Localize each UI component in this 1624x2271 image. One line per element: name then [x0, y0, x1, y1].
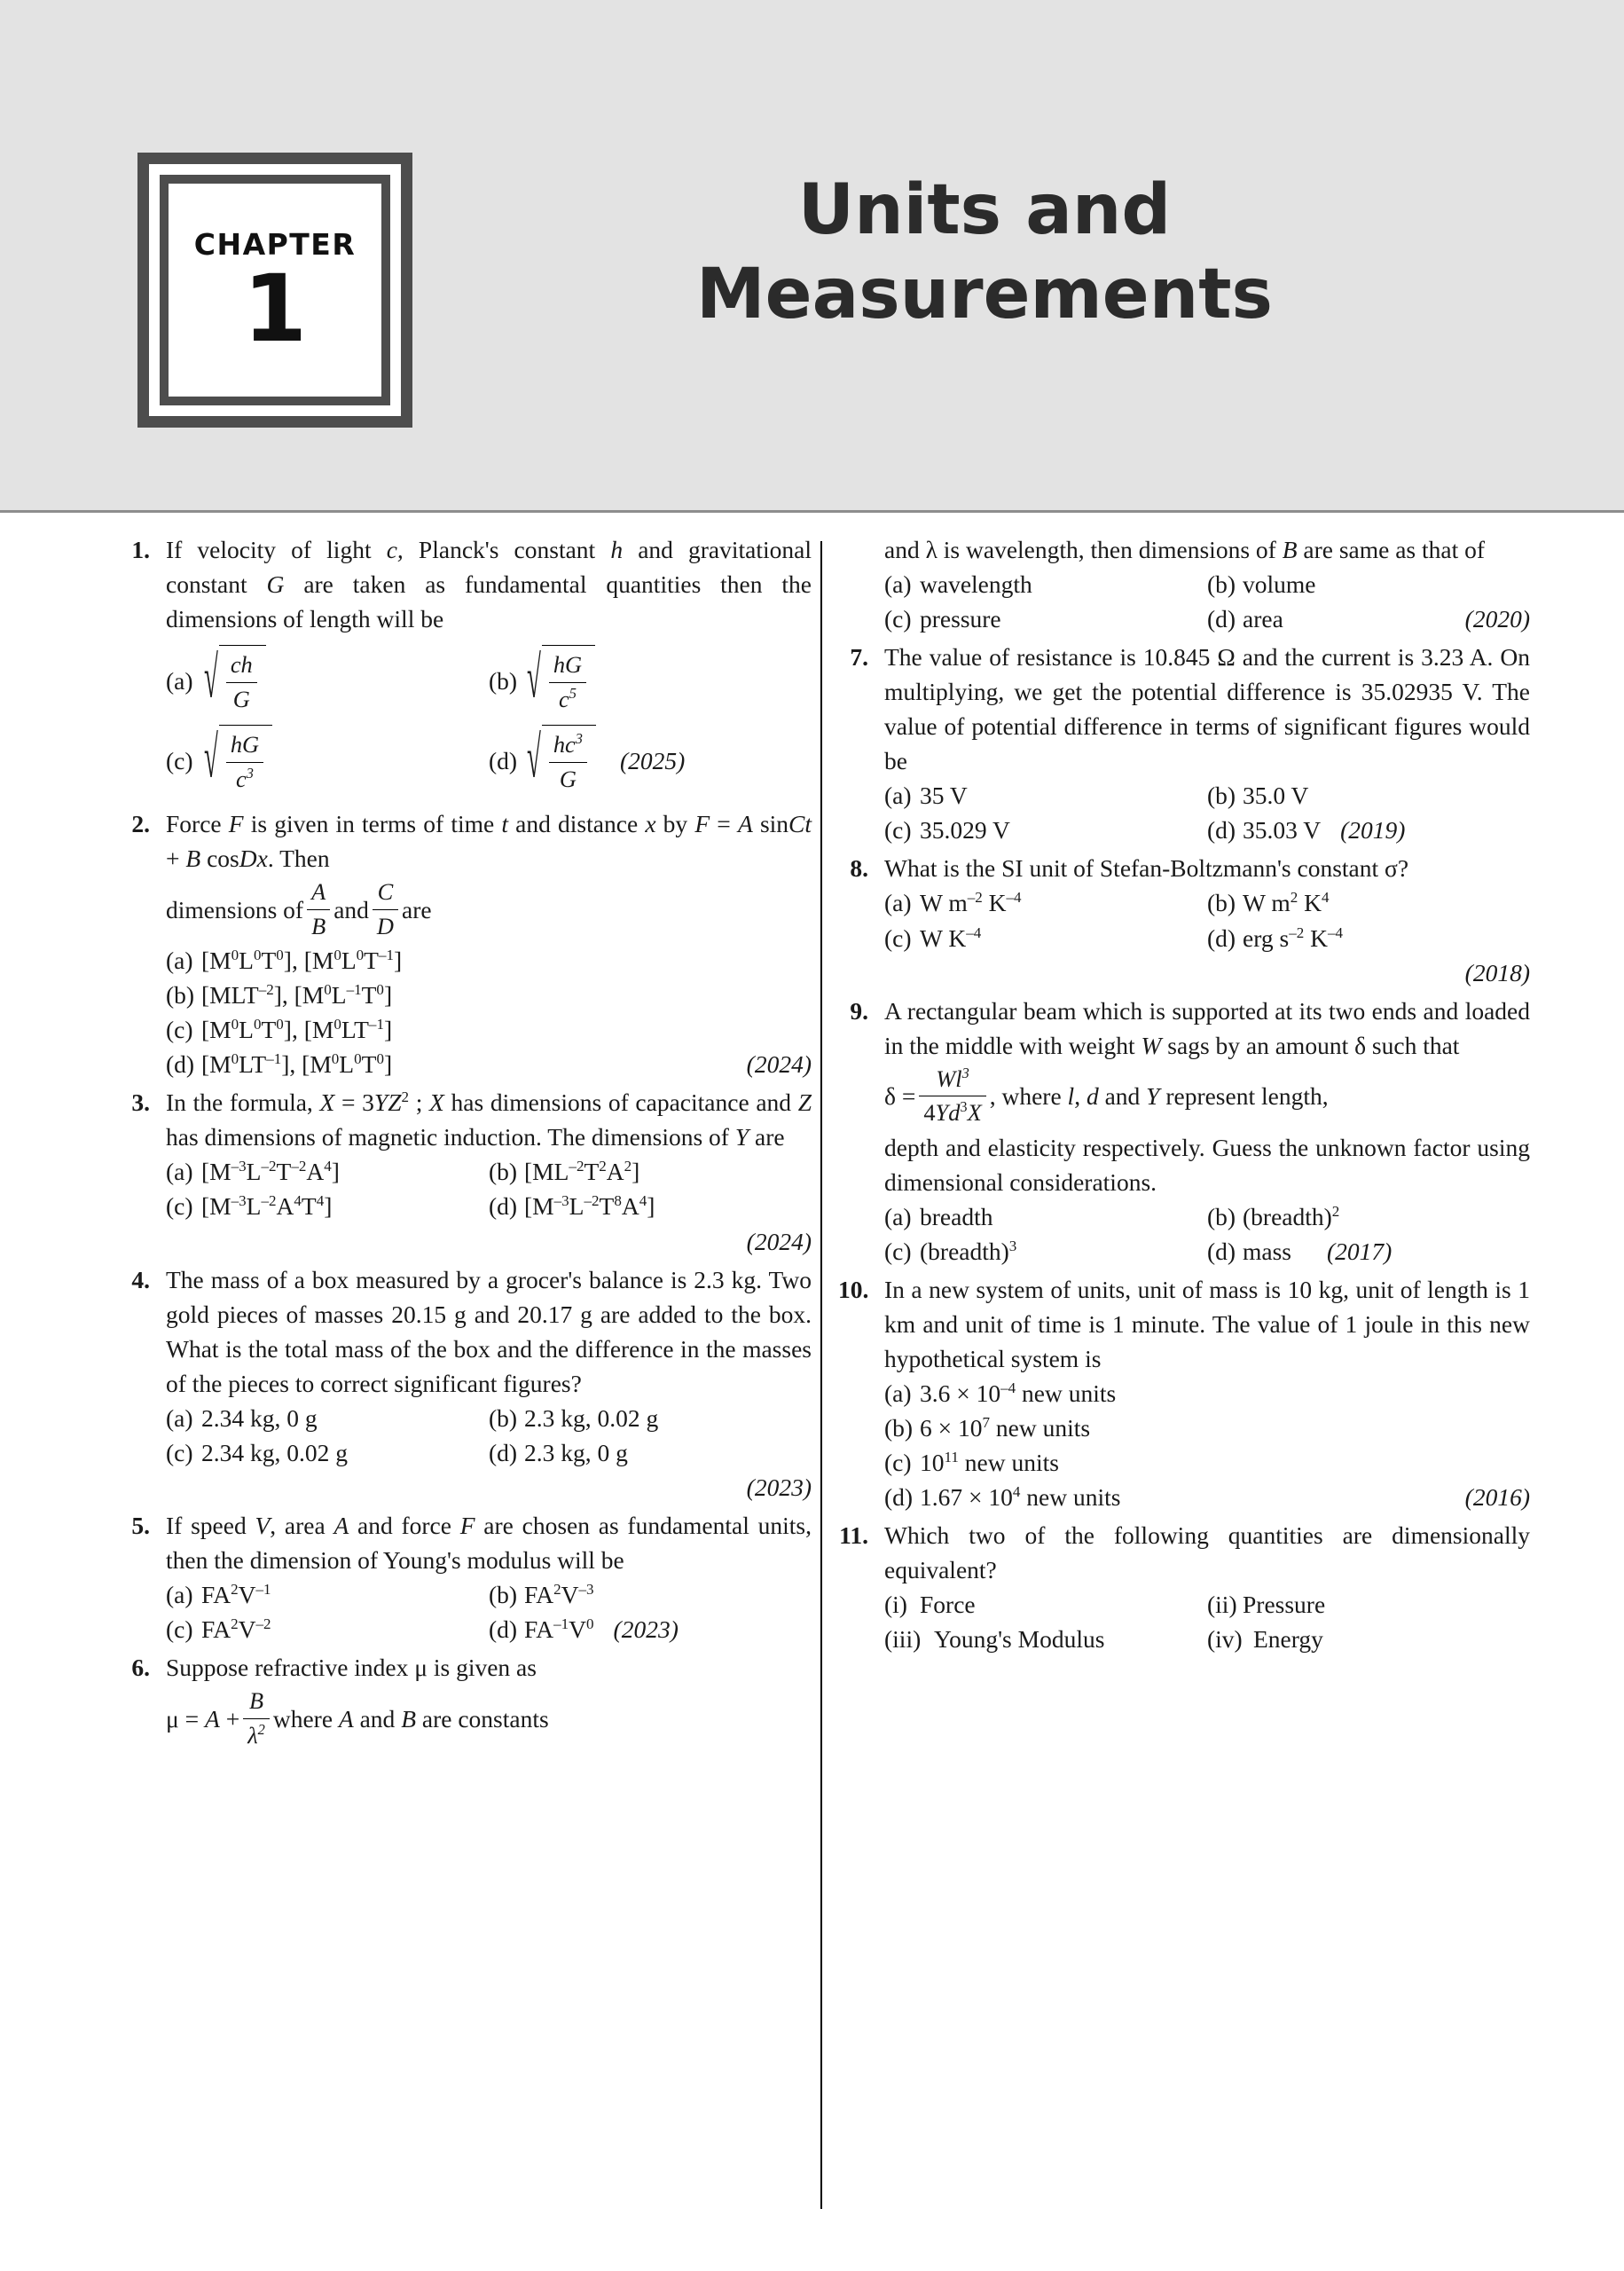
option-text: W $m^{-2}$ $K^{-4}$: [920, 889, 1022, 917]
option-i[interactable]: (i) Force: [884, 1587, 1207, 1622]
option-text: 2.34 kg, 0.02 g: [201, 1438, 348, 1466]
option-text: wavelength: [920, 570, 1032, 599]
chapter-label: CHAPTER: [193, 227, 357, 263]
option-d[interactable]: (d) erg $s^{-2}$ $K^{-4}$: [1207, 921, 1530, 955]
question-content: [0, 532, 1624, 2244]
question-3-options: [166, 1154, 812, 1223]
option-text: 35.029 V: [920, 816, 1010, 845]
question-2-formula: dimensions of $\frac{A}{B}$ and $\frac{C}{D}$ are: [166, 876, 812, 943]
chapter-badge: [137, 153, 412, 428]
question-number: 8.: [850, 854, 868, 883]
year-tag: (2017): [1327, 1237, 1393, 1265]
option-text: volume: [1243, 570, 1316, 599]
question-number: 1.: [131, 536, 150, 563]
option-text: $[M^0L^0T^0]$, $[M^0L^0T^{-1}]$: [201, 946, 403, 975]
question-2-options: [166, 943, 812, 1081]
option-b[interactable]: (b) $[ML^{-2}T^2A^2]$: [489, 1154, 812, 1189]
option-b[interactable]: (b) 2.3 kg, 0.02 g: [489, 1401, 812, 1435]
question-10: [838, 1272, 1530, 1514]
option-text: 2.34 kg, 0 g: [201, 1403, 318, 1432]
option-text: $3.6 \times 10^{-4}$ new units: [920, 1379, 1117, 1407]
option-text: area: [1243, 605, 1283, 633]
option-c[interactable]: (c) 2.34 kg, 0.02 g: [166, 1435, 489, 1470]
option-text: W $K^{-4}$: [920, 923, 982, 952]
question-text: Suppose refractive index μ is given as: [166, 1654, 537, 1682]
question-text: In a new system of units, unit of mass is 10 kg, unit of length is 1 km and unit of time is 1 minute. The value of 1 joule in this new hypothetical system is: [884, 1275, 1530, 1372]
option-b[interactable]: (b) (breadth)$^2$: [1207, 1199, 1530, 1234]
question-6-formula: μ = A + $\frac{B}{\lambda^2}$ where A and B are constants: [166, 1685, 812, 1752]
question-11: [838, 1518, 1530, 1656]
option-a[interactable]: (a) √ $\frac{ch}{G}$: [166, 645, 489, 716]
question-text: Force F is given in terms of time t and distance x by F = A sinCt + B cosDx. Then: [166, 810, 812, 873]
option-c[interactable]: (c) (breadth)$^3$: [884, 1234, 1207, 1269]
question-text: If velocity of light c, Planck's constant h and gravitational constant G are taken as fundamental quantities then the dimensions of length will be: [166, 536, 812, 633]
option-text: $FA^{-1}V^0$: [524, 1615, 594, 1644]
option-iii[interactable]: (iii) Young's Modulus: [884, 1622, 1207, 1656]
year-tag: (2020): [1464, 605, 1530, 633]
option-text: $FA^2V^{-2}$: [201, 1615, 271, 1644]
question-5-options: [166, 1577, 812, 1646]
chapter-number: 1: [242, 255, 308, 364]
option-b[interactable]: (b) volume: [1207, 567, 1530, 601]
question-text: If speed V, area A and force F are chosen as fundamental units, then the dimension of Young's modulus will be: [166, 1511, 812, 1574]
question-text: In the formula, $X = 3YZ^2$ ; X has dimensions of capacitance and Z has dimensions of magnetic induction. The dimensions of Y are: [166, 1088, 812, 1151]
chapter-header: [0, 0, 1624, 513]
option-a[interactable]: (a) wavelength: [884, 567, 1207, 601]
question-number: 11.: [839, 1521, 868, 1550]
question-9-formula: δ = $\frac{Wl^3}{4Yd^3X}$ , where l, d and Y represent length,: [884, 1063, 1530, 1130]
option-c[interactable]: (c) $FA^2V^{-2}$: [166, 1612, 489, 1646]
page-title: [461, 169, 1508, 337]
year-tag: (2016): [1464, 1483, 1530, 1512]
right-column: [838, 532, 1530, 1660]
question-1: [120, 532, 812, 803]
question-number: 2.: [131, 810, 150, 838]
option-text: $[M^{-3}L^{-2}T^8A^4]$: [524, 1192, 655, 1221]
option-text: Young's Modulus: [934, 1625, 1105, 1654]
option-text: $[ML^{-2}T^2A^2]$: [524, 1158, 640, 1186]
option-ii[interactable]: (ii) Pressure: [1207, 1587, 1530, 1622]
formula-tail: , where l, d and Y represent length,: [989, 1082, 1329, 1111]
option-text: 2.3 kg, 0.02 g: [524, 1403, 659, 1432]
question-text: A rectangular beam which is supported at its two ends and loaded in the middle with weight W sags by an amount δ such that: [884, 996, 1530, 1059]
option-d[interactable]: (d) √ $\frac{hc^3}{G}$ (2025): [489, 725, 812, 796]
option-a[interactable]: (a) 2.34 kg, 0 g: [166, 1401, 489, 1435]
left-column: [120, 532, 812, 1756]
option-text: 35.0 V: [1243, 782, 1309, 810]
option-d[interactable]: (d) $[M^0LT^{-1}]$, $[M^0L^0T^0]$ (2024): [166, 1047, 812, 1081]
year-tag: (2024): [746, 1050, 812, 1079]
option-text: $1.67 \times 10^4$ new units: [920, 1482, 1121, 1512]
option-d[interactable]: (d) $[M^{-3}L^{-2}T^8A^4]$: [489, 1189, 812, 1223]
title-line-2: Measurements: [696, 255, 1273, 335]
question-number: 7.: [850, 643, 868, 672]
option-c[interactable]: (c) pressure: [884, 601, 1207, 636]
option-text: mass: [1243, 1237, 1291, 1265]
option-c[interactable]: (c) $10^{11}$ new units: [884, 1445, 1530, 1480]
option-c[interactable]: (c) $[M^0L^0T^0]$, $[M^0LT^{-1}]$: [166, 1012, 812, 1047]
option-text: Energy: [1253, 1625, 1323, 1654]
option-text: 35.03 V: [1243, 816, 1322, 845]
option-text: 35 V: [920, 782, 968, 810]
option-text: $[M^0LT^{-1}]$, $[M^0L^0T^0]$: [201, 1050, 393, 1079]
question-5: [120, 1508, 812, 1646]
question-7: [838, 640, 1530, 847]
year-tag: (2024): [746, 1227, 812, 1255]
option-b[interactable]: (b) √ $\frac{hG}{c^5}$: [489, 645, 812, 716]
question-number: 10.: [838, 1275, 869, 1303]
question-3: [120, 1085, 812, 1258]
question-text: Which two of the following quantities are dimensionally equivalent?: [884, 1521, 1530, 1584]
question-number: 3.: [131, 1088, 150, 1117]
question-9: [838, 994, 1530, 1269]
option-a[interactable]: (a) breadth: [884, 1199, 1207, 1234]
option-text: erg $s^{-2}$ $K^{-4}$: [1243, 923, 1344, 952]
title-line-1: Units and: [797, 170, 1172, 250]
option-iv[interactable]: (iv) Energy: [1207, 1622, 1530, 1656]
year-tag: (2023): [613, 1615, 679, 1644]
option-text: (breadth)$^2$: [1243, 1202, 1340, 1230]
option-d[interactable]: (d) mass (2017): [1207, 1234, 1530, 1269]
option-text: $[M^0L^0T^0]$, $[M^0LT^{-1}]$: [201, 1016, 393, 1044]
option-c[interactable]: (c) $[M^{-3}L^{-2}A^4T^4]$: [166, 1189, 489, 1223]
question-text: and λ is wavelength, then dimensions of B are same as that of: [884, 536, 1486, 563]
option-c[interactable]: (c) W $K^{-4}$: [884, 921, 1207, 955]
question-4-options: [166, 1401, 812, 1470]
column-divider: [820, 541, 822, 2209]
option-text: W $m^2$ $K^4$: [1243, 889, 1330, 917]
year-tag: (2023): [746, 1473, 812, 1501]
question-9-options: [884, 1199, 1530, 1269]
option-b[interactable]: (b) $FA^2V^{-3}$: [489, 1577, 812, 1612]
option-text: $FA^2V^{-1}$: [201, 1580, 271, 1608]
question-2: [120, 806, 812, 1081]
option-a[interactable]: (a) $[M^0L^0T^0]$, $[M^0L^0T^{-1}]$: [166, 943, 812, 978]
question-6: [120, 1650, 812, 1752]
option-text: Force: [920, 1591, 976, 1619]
option-d[interactable]: (d) 35.03 V (2019): [1207, 813, 1530, 847]
option-c[interactable]: (c) 35.029 V: [884, 813, 1207, 847]
option-text: $[M^{-3}L^{-2}T^{-2}A^4]$: [201, 1158, 340, 1186]
question-8-options: [884, 885, 1530, 955]
question-text: The value of resistance is 10.845 Ω and the current is 3.23 A. On multiplying, we get the potential difference is 35.02935 V. The value of potential difference in terms of significant figures would be: [884, 643, 1530, 775]
option-text: $[MLT^{-2}]$, $[M^0L^{-1}T^0]$: [201, 981, 393, 1010]
question-number: 9.: [850, 996, 868, 1025]
question-1-options-row1: [166, 645, 812, 716]
question-8: [838, 851, 1530, 989]
option-b[interactable]: (b) 35.0 V: [1207, 778, 1530, 813]
question-10-options: [884, 1376, 1530, 1514]
option-c[interactable]: (c) √ $\frac{hG}{c^3}$: [166, 725, 489, 796]
option-text: $FA^2V^{-3}$: [524, 1580, 594, 1608]
option-b[interactable]: (b) $6 \times 10^7$ new units: [884, 1411, 1530, 1445]
option-b[interactable]: (b) W $m^2$ $K^4$: [1207, 885, 1530, 920]
option-d[interactable]: (d) area (2020): [1207, 601, 1530, 636]
option-a[interactable]: (a) $FA^2V^{-1}$: [166, 1577, 489, 1612]
option-text: (breadth)$^3$: [920, 1237, 1017, 1265]
year-tag: (2018): [1464, 958, 1530, 986]
question-text: What is the SI unit of Stefan-Boltzmann's constant σ?: [884, 854, 1409, 883]
question-number: [838, 532, 884, 636]
question-7-options: [884, 778, 1530, 847]
option-a[interactable]: (a) 35 V: [884, 778, 1207, 813]
option-text: Pressure: [1243, 1591, 1326, 1619]
option-text: $[M^{-3}L^{-2}A^4T^4]$: [201, 1192, 333, 1221]
option-text: breadth: [920, 1202, 993, 1230]
option-a[interactable]: (a) $3.6 \times 10^{-4}$ new units: [884, 1376, 1530, 1411]
question-1-options-row2: [166, 725, 812, 796]
option-text: 2.3 kg, 0 g: [524, 1438, 628, 1466]
question-6-continued: [838, 532, 1530, 636]
question-4: [120, 1262, 812, 1505]
year-tag: (2025): [619, 746, 686, 774]
option-d[interactable]: (d) $FA^{-1}V^0$ (2023): [489, 1612, 812, 1646]
option-text: pressure: [920, 605, 1001, 633]
question-number: 5.: [131, 1511, 150, 1539]
option-text: $6 \times 10^7$ new units: [920, 1413, 1091, 1442]
question-number: 6.: [131, 1654, 150, 1682]
question-number: 4.: [131, 1265, 150, 1293]
option-a[interactable]: (a) $[M^{-3}L^{-2}T^{-2}A^4]$: [166, 1154, 489, 1189]
option-a[interactable]: (a) W $m^{-2}$ $K^{-4}$: [884, 885, 1207, 920]
year-tag: (2019): [1340, 816, 1406, 845]
question-text: The mass of a box measured by a grocer's balance is 2.3 kg. Two gold pieces of masses 20.15 g and 20.17 g are added to the box. What is the total mass of the box and the difference in the masses of the pieces to correct significant figures?: [166, 1265, 812, 1397]
question-6-options: [884, 567, 1530, 636]
option-b[interactable]: (b) $[MLT^{-2}]$, $[M^0L^{-1}T^0]$: [166, 978, 812, 1012]
option-d[interactable]: (d) $1.67 \times 10^4$ new units (2016): [884, 1480, 1530, 1514]
option-d[interactable]: (d) 2.3 kg, 0 g: [489, 1435, 812, 1470]
question-11-options: [884, 1587, 1530, 1656]
option-text: $10^{11}$ new units: [920, 1448, 1059, 1477]
question-text-2: depth and elasticity respectively. Guess the unknown factor using dimensional considerations.: [884, 1133, 1530, 1196]
